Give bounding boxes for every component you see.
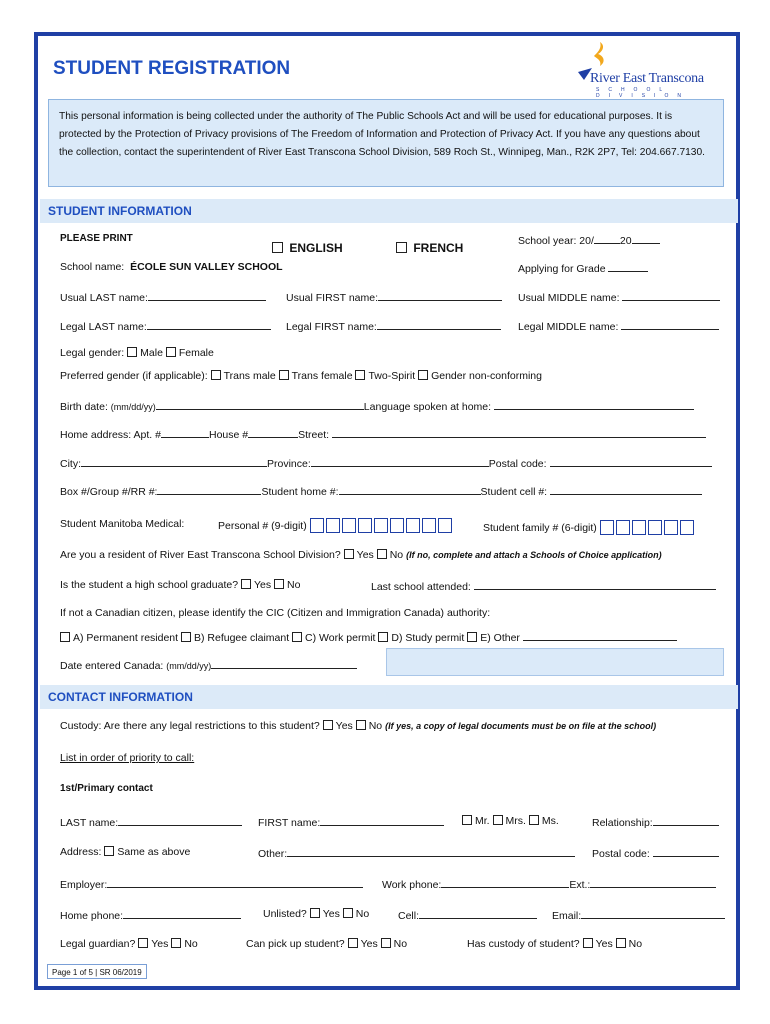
date-entered-field[interactable] — [60, 658, 357, 672]
has-custody-yes-label: Yes — [595, 938, 613, 950]
email-label: Email: — [552, 910, 582, 922]
mrs-label: Mrs. — [505, 815, 526, 827]
street-label: Street: — [298, 429, 330, 441]
pickup-yes-checkbox[interactable] — [348, 938, 358, 948]
family-number-field[interactable] — [483, 520, 696, 538]
resident-row — [60, 549, 662, 561]
custody-of-student-row — [467, 938, 642, 950]
city-label: City: — [60, 458, 81, 470]
ms-label: Ms. — [541, 815, 559, 827]
contact-cell-field[interactable] — [398, 908, 537, 922]
two-spirit-label: Two-Spirit — [368, 370, 416, 382]
legal-gender-label: Legal gender: — [60, 347, 125, 359]
cic-d-checkbox[interactable] — [378, 632, 388, 642]
resident-no-label: No — [389, 549, 404, 561]
unlisted-no-label: No — [355, 908, 370, 920]
postal-label: Postal code: — [488, 458, 547, 470]
contact-other-label: Other: — [258, 848, 288, 860]
mr-label: Mr. — [475, 815, 490, 827]
school-year-label: School year: 20/ — [518, 235, 594, 247]
email-field[interactable] — [552, 908, 725, 922]
date-entered-label: Date entered Canada: — [60, 660, 164, 672]
custody-no-label: No — [368, 720, 383, 732]
last-school-field[interactable] — [371, 579, 716, 593]
family-number-boxes[interactable] — [600, 520, 696, 538]
graduate-no-checkbox[interactable] — [274, 579, 284, 589]
female-checkbox[interactable] — [166, 347, 176, 357]
female-label: Female — [178, 347, 214, 359]
usual-last-field[interactable] — [60, 290, 266, 304]
english-checkbox[interactable] — [272, 242, 283, 253]
custody-yes-checkbox[interactable] — [323, 720, 333, 730]
cic-other-line[interactable] — [523, 630, 677, 641]
contact-address-row — [60, 846, 190, 858]
male-checkbox[interactable] — [127, 347, 137, 357]
usual-first-label: Usual FIRST name: — [286, 292, 379, 304]
student-cell-label: Student cell #: — [480, 486, 548, 498]
same-above-checkbox[interactable] — [104, 846, 114, 856]
legal-first-label: Legal FIRST name: — [286, 321, 377, 333]
unlisted-no-checkbox[interactable] — [343, 908, 353, 918]
birth-date-format: (mm/dd/yy) — [110, 402, 156, 412]
trans-female-label: Trans female — [291, 370, 353, 382]
personal-number-field[interactable] — [218, 518, 454, 536]
unlisted-label: Unlisted? — [263, 908, 307, 920]
home-phone-label: Home phone: — [60, 910, 124, 922]
logo-text: River East Transcona — [590, 71, 704, 86]
date-entered-format: (mm/dd/yy) — [166, 661, 212, 671]
relationship-label: Relationship: — [592, 817, 653, 829]
box-row[interactable] — [60, 484, 702, 498]
applying-grade-label: Applying for Grade — [518, 263, 606, 275]
cic-a-label: A) Permanent resident — [73, 632, 179, 644]
box-label: Box #/Group #/RR #: — [60, 486, 158, 498]
english-label: ENGLISH — [289, 241, 343, 255]
ext-label: Ext.: — [569, 879, 591, 891]
school-name-value: ÉCOLE SUN VALLEY SCHOOL — [130, 261, 283, 273]
cic-e-checkbox[interactable] — [467, 632, 477, 642]
english-option[interactable] — [272, 241, 343, 255]
resident-question: Are you a resident of River East Transcona School Division? — [60, 549, 341, 561]
graduate-yes-label: Yes — [253, 579, 272, 591]
has-custody-label: Has custody of student? — [467, 938, 580, 950]
preferred-gender-label: Preferred gender (if applicable): — [60, 370, 208, 382]
contact-first-label: FIRST name: — [258, 817, 321, 829]
cic-b-label: B) Refugee claimant — [193, 632, 290, 644]
mr-checkbox[interactable] — [462, 815, 472, 825]
contact-address-label: Address: — [60, 846, 102, 858]
cic-options-row — [60, 630, 677, 644]
gnc-label: Gender non-conforming — [431, 370, 542, 382]
school-year-mid: 20 — [619, 235, 632, 247]
province-label: Province: — [267, 458, 311, 470]
custody-row — [60, 720, 656, 732]
guardian-yes-checkbox[interactable] — [138, 938, 148, 948]
personal-number-label: Personal # (9-digit) — [218, 520, 307, 532]
birth-date-field[interactable] — [60, 399, 694, 413]
unlisted-yes-label: Yes — [322, 908, 340, 920]
french-option[interactable] — [396, 241, 463, 255]
usual-last-label: Usual LAST name: — [60, 292, 148, 304]
preferred-gender-row — [60, 370, 542, 382]
french-label: FRENCH — [413, 241, 464, 255]
title-options — [462, 815, 559, 827]
usual-first-field[interactable] — [286, 290, 502, 304]
ms-checkbox[interactable] — [529, 815, 539, 825]
cic-d-label: D) Study permit — [391, 632, 465, 644]
page-title: STUDENT REGISTRATION — [53, 58, 291, 79]
employer-field[interactable] — [60, 877, 363, 891]
contact-postal-label: Postal code: — [592, 848, 650, 860]
custody-no-checkbox[interactable] — [356, 720, 366, 730]
unlisted-yes-checkbox[interactable] — [310, 908, 320, 918]
office-use-shaded-box — [386, 648, 724, 676]
relationship-field[interactable] — [592, 815, 719, 829]
trans-female-checkbox[interactable] — [279, 370, 289, 380]
resident-yes-label: Yes — [356, 549, 374, 561]
guardian-no-label: No — [184, 938, 198, 950]
graduate-yes-checkbox[interactable] — [241, 579, 251, 589]
school-year-field[interactable] — [518, 233, 660, 247]
legal-middle-label: Legal MIDDLE name: — [518, 321, 619, 333]
work-phone-label: Work phone: — [382, 879, 442, 891]
contact-cell-label: Cell: — [398, 910, 420, 922]
contact-info-heading: CONTACT INFORMATION — [40, 685, 738, 709]
priority-label: List in order of priority to call: — [60, 752, 195, 764]
school-name-label: School name: — [60, 261, 125, 273]
primary-contact-label: 1st/Primary contact — [60, 783, 153, 794]
manitoba-medical-label: Student Manitoba Medical: — [60, 518, 185, 530]
cic-b-checkbox[interactable] — [181, 632, 191, 642]
resident-yes-checkbox[interactable] — [344, 549, 354, 559]
page-footer: Page 1 of 5 | SR 06/2019 — [47, 964, 147, 979]
student-home-label: Student home #: — [261, 486, 339, 498]
legal-gender-row — [60, 347, 214, 359]
contact-postal-field[interactable] — [592, 846, 719, 860]
cic-e-label: E) Other — [480, 632, 520, 644]
home-phone-field[interactable] — [60, 908, 241, 922]
custody-note: (If yes, a copy of legal documents must be on file at the school) — [385, 721, 657, 731]
cic-question: If not a Canadian citizen, please identify the CIC (Citizen and Immigration Canada) authority: — [60, 607, 491, 619]
usual-middle-field[interactable] — [518, 290, 720, 304]
legal-middle-field[interactable] — [518, 319, 719, 333]
french-checkbox[interactable] — [396, 242, 407, 253]
contact-other-field[interactable] — [258, 846, 575, 860]
legal-last-label: Legal LAST name: — [60, 321, 147, 333]
pickup-label: Can pick up student? — [246, 938, 345, 950]
please-print-label: PLEASE PRINT — [60, 233, 133, 244]
custody-question: Custody: Are there any legal restrictions to this student? — [60, 720, 320, 732]
house-label: House # — [208, 429, 249, 441]
same-above-label: Same as above — [117, 846, 191, 858]
pickup-no-label: No — [393, 938, 408, 950]
logo-subtitle: SCHOOL DIVISION — [596, 87, 690, 99]
has-custody-yes-checkbox[interactable] — [583, 938, 593, 948]
resident-no-checkbox[interactable] — [377, 549, 387, 559]
work-phone-field[interactable] — [382, 877, 716, 891]
has-custody-no-label: No — [628, 938, 643, 950]
male-label: Male — [140, 347, 163, 359]
birth-date-label: Birth date: — [60, 401, 108, 413]
contact-last-label: LAST name: — [60, 817, 119, 829]
family-number-label: Student family # (6-digit) — [483, 522, 597, 534]
cic-c-checkbox[interactable] — [292, 632, 302, 642]
legal-guardian-row — [60, 938, 198, 950]
cic-a-checkbox[interactable] — [60, 632, 70, 642]
language-label: Language spoken at home: — [363, 401, 492, 413]
two-spirit-checkbox[interactable] — [355, 370, 365, 380]
guardian-yes-label: Yes — [151, 938, 169, 950]
unlisted-row — [263, 908, 369, 920]
mrs-checkbox[interactable] — [493, 815, 503, 825]
pickup-no-checkbox[interactable] — [381, 938, 391, 948]
cic-c-label: C) Work permit — [305, 632, 376, 644]
graduate-no-label: No — [287, 579, 301, 591]
graduate-row — [60, 579, 300, 591]
apt-label: Home address: Apt. # — [60, 429, 161, 441]
personal-number-boxes[interactable] — [310, 518, 454, 536]
has-custody-no-checkbox[interactable] — [616, 938, 626, 948]
employer-label: Employer: — [60, 879, 108, 891]
usual-middle-label: Usual MIDDLE name: — [518, 292, 620, 304]
school-name-row — [60, 261, 283, 273]
resident-note: (If no, complete and attach a Schools of Choice application) — [406, 550, 662, 560]
last-school-label: Last school attended: — [371, 581, 471, 593]
student-info-heading: STUDENT INFORMATION — [40, 199, 738, 223]
gnc-checkbox[interactable] — [418, 370, 428, 380]
city-row[interactable] — [60, 456, 712, 470]
trans-male-label: Trans male — [223, 370, 276, 382]
pickup-yes-label: Yes — [360, 938, 378, 950]
home-address-row[interactable] — [60, 427, 706, 441]
pickup-row — [246, 938, 407, 950]
contact-last-field[interactable] — [60, 815, 242, 829]
legal-last-field[interactable] — [60, 319, 271, 333]
graduate-question: Is the student a high school graduate? — [60, 579, 239, 591]
applying-grade-field[interactable] — [518, 261, 648, 275]
trans-male-checkbox[interactable] — [211, 370, 221, 380]
legal-guardian-label: Legal guardian? — [60, 938, 136, 950]
guardian-no-checkbox[interactable] — [171, 938, 181, 948]
legal-first-field[interactable] — [286, 319, 501, 333]
contact-first-field[interactable] — [258, 815, 444, 829]
privacy-notice: This personal information is being collected under the authority of The Public Schools Act and will be used for educational purposes. It is protected by the Protection of Privacy provisions of The Freedom of Information and Protection of Privacy Act. If you have any questions about the collection, contact the superintendent of River East Transcona School Division, 589 Roch St., Winnipeg, Man., R2K 2P7, Tel: 204.667.7130. — [48, 99, 724, 187]
custody-yes-label: Yes — [335, 720, 353, 732]
